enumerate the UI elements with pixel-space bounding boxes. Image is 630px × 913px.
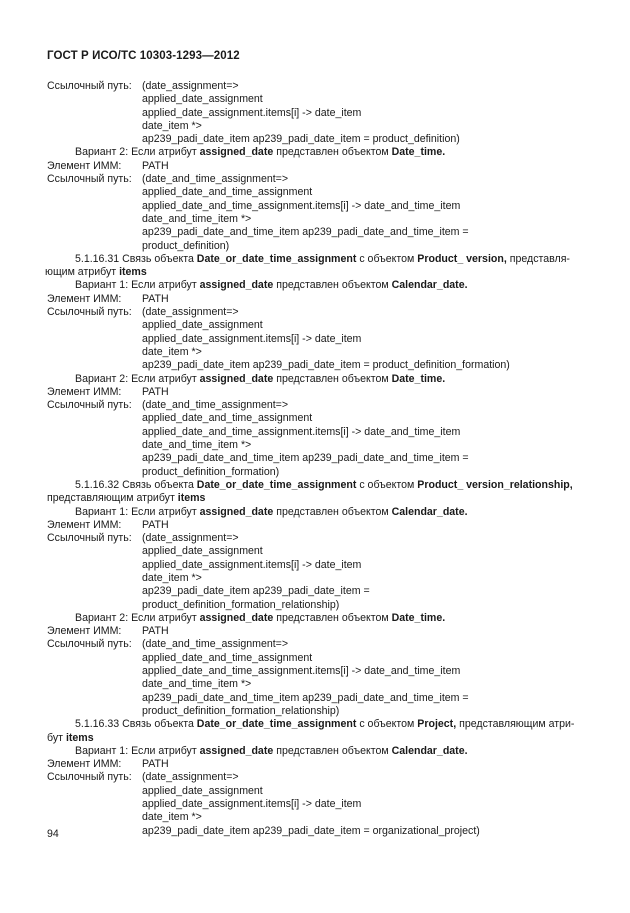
path-line: applied_date_and_time_assignment.items[i] -> date_and_time_item [142,665,461,678]
section-heading-5-1-16-33: 5.1.16.33 Связь объекта Date_or_date_time_assignment с объектом Project, представляющим атри- [75,718,575,731]
element-imm-label: Элемент ИММ: [47,159,122,172]
variant-line: Вариант 1: Если атрибут assigned_date представлен объектом Calendar_date. [75,505,468,518]
element-imm-value: PATH [142,159,169,172]
path-line: (date_assignment=> [142,80,239,92]
path-line: applied_date_and_time_assignment [142,651,313,664]
path-line: ap239_padi_date_item ap239_padi_date_item = product_definition) [142,133,460,146]
path-line: applied_date_and_time_assignment.items[i] -> date_and_time_item [142,425,461,438]
path-line: date_and_time_item *> [142,212,252,225]
section-heading-5-1-16-31: 5.1.16.31 Связь объекта Date_or_date_time_assignment с объектом Product_ version, представля- [75,252,570,265]
path-line: product_definition_formation) [142,465,280,478]
path-line: applied_date_assignment [142,93,263,106]
element-imm-row [47,293,587,306]
element-imm-label: Элемент ИММ: [47,385,122,398]
element-imm-value: PATH [142,292,169,305]
variant-line: Вариант 2: Если атрибут assigned_date представлен объектом Date_time. [75,611,446,624]
ref-path-row [47,399,587,412]
path-line: applied_date_and_time_assignment.items[i] -> date_and_time_item [142,199,461,212]
path-line: ap239_padi_date_item ap239_padi_date_item = product_definition_formation) [142,359,510,372]
ref-path-row [47,638,587,651]
ref-path-label: Ссылочный путь: [47,173,132,186]
path-line: date_item *> [142,119,202,132]
page-number: 94 [47,828,59,840]
element-imm-value: PATH [142,625,169,638]
variant-line: Вариант 1: Если атрибут assigned_date представлен объектом Calendar_date. [75,744,468,757]
ref-path-label: Ссылочный путь: [47,771,132,784]
path-line: applied_date_assignment.items[i] -> date_item [142,106,362,119]
path-line: ap239_padi_date_and_time_item ap239_padi_date_and_time_item = [142,226,469,239]
path-line: applied_date_assignment.items[i] -> date_item [142,332,362,345]
element-imm-row [47,519,587,532]
path-line: applied_date_assignment [142,784,263,797]
ref-path-label: Ссылочный путь: [47,638,132,651]
section-heading-5-1-16-32: 5.1.16.32 Связь объекта Date_or_date_time_assignment с объектом Product_ version_relationship, [75,478,573,491]
element-imm-value: PATH [142,758,169,771]
page-header: ГОСТ Р ИСО/ТС 10303-1293—2012 [47,50,240,62]
element-imm-row [47,160,587,173]
ref-path-label: Ссылочный путь: [47,399,132,412]
variant-line: Вариант 1: Если атрибут assigned_date представлен объектом Calendar_date. [75,279,468,292]
path-line: date_and_time_item *> [142,678,252,691]
element-imm-value: PATH [142,385,169,398]
path-line: ap239_padi_date_item ap239_padi_date_item = organizational_project) [142,824,480,837]
ref-path-label: Ссылочный путь: [47,306,132,319]
path-line: applied_date_assignment [142,545,263,558]
path-line: (date_assignment=> [142,771,239,784]
element-imm-row [47,386,587,399]
ref-path-label: Ссылочный путь: [47,80,132,92]
ref-path-row [47,306,587,319]
path-line: (date_and_time_assignment=> [142,173,289,186]
path-line: applied_date_and_time_assignment [142,186,313,199]
ref-path-row [47,80,587,93]
path-line: applied_date_assignment.items[i] -> date_item [142,558,362,571]
element-imm-label: Элемент ИММ: [47,292,122,305]
path-line: ap239_padi_date_and_time_item ap239_padi_date_and_time_item = [142,691,469,704]
path-line: (date_assignment=> [142,532,239,545]
element-imm-row [47,758,587,771]
section-heading-cont: представляющим атрибут items [47,492,206,505]
ref-path-row [47,173,587,186]
element-imm-row [47,625,587,638]
variant-line: Вариант 2: Если атрибут assigned_date представлен объектом Date_time. [75,372,446,385]
section-heading-cont: бут items [47,731,94,744]
path-line: applied_date_assignment.items[i] -> date_item [142,798,362,811]
path-line: applied_date_and_time_assignment [142,412,313,425]
path-line: (date_and_time_assignment=> [142,638,289,651]
path-line: applied_date_assignment [142,319,263,332]
element-imm-label: Элемент ИММ: [47,518,122,531]
path-line: date_item *> [142,345,202,358]
ref-path-row [47,532,587,545]
path-line: ap239_padi_date_item ap239_padi_date_item = [142,585,370,598]
element-imm-value: PATH [142,518,169,531]
path-line: (date_and_time_assignment=> [142,399,289,412]
path-line: date_and_time_item *> [142,439,252,452]
path-line: ap239_padi_date_and_time_item ap239_padi_date_and_time_item = [142,452,469,465]
document-body [47,80,587,838]
variant-line: Вариант 2: Если атрибут assigned_date представлен объектом Date_time. [75,146,446,159]
section-heading-cont: ющим атрибут items [45,266,147,279]
element-imm-label: Элемент ИММ: [47,625,122,638]
path-line: product_definition_formation_relationship) [142,598,340,611]
ref-path-label: Ссылочный путь: [47,532,132,545]
ref-path-row [47,771,587,784]
path-line: product_definition) [142,239,230,252]
path-line: date_item *> [142,571,202,584]
path-line: (date_assignment=> [142,306,239,319]
path-line: date_item *> [142,811,202,824]
element-imm-label: Элемент ИММ: [47,758,122,771]
path-line: product_definition_formation_relationship) [142,704,340,717]
